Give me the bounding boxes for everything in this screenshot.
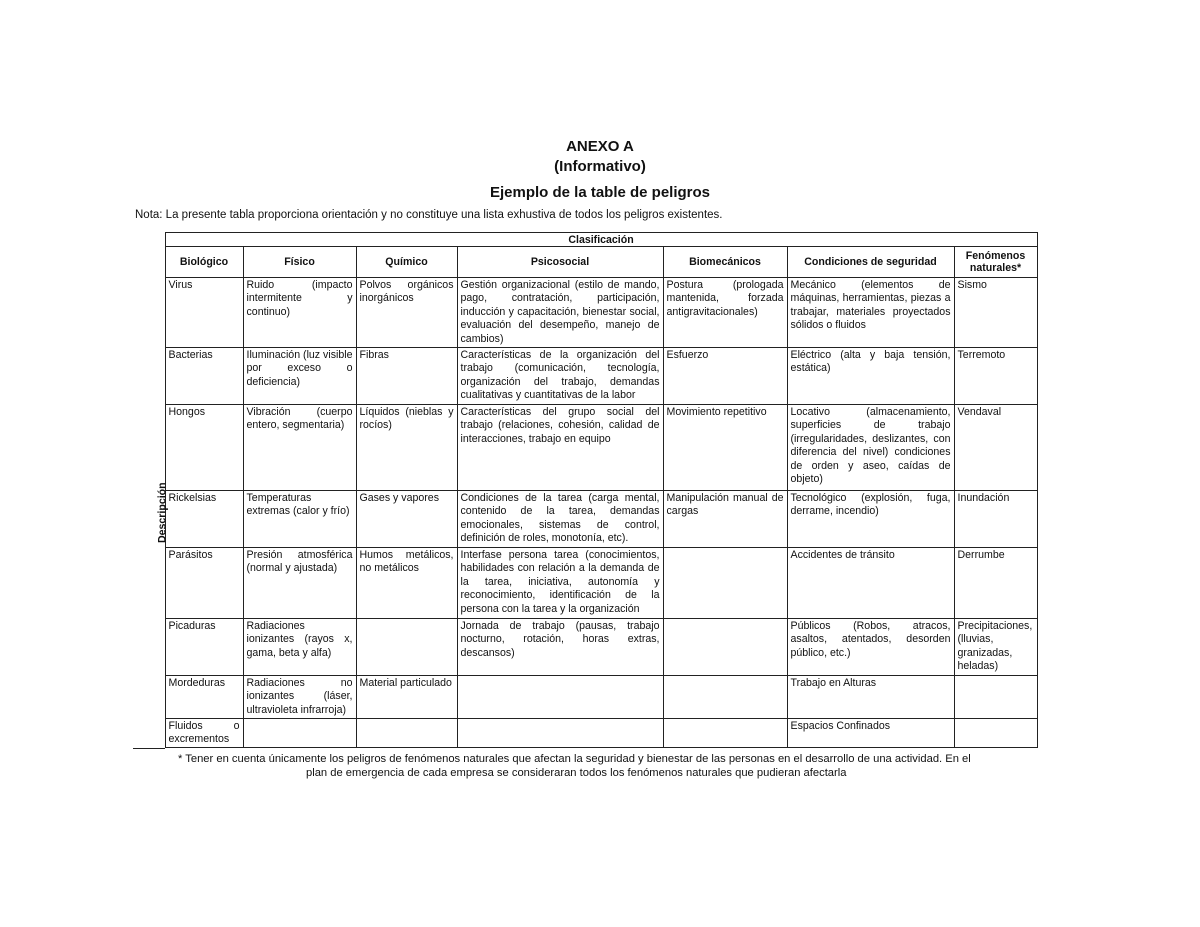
cell-psicosocial (457, 719, 663, 748)
header-biomecanicos: Biomecánicos (663, 247, 787, 278)
cell-psicosocial: Interfase persona tarea (conocimientos, habilidades con relación a la demanda de la tarea, iniciativa, autonomía y reconocimiento, identificación de la persona con la tarea y la organización (457, 548, 663, 619)
cell-seguridad: Mecánico (elementos de máquinas, herramientas, piezas a trabajar, materiales proyectados sólidos o fluidos (787, 278, 954, 348)
cell-naturales: Terremoto (954, 348, 1037, 405)
annex-title: ANEXO A (566, 138, 634, 155)
cell-biologico: Rickelsias (165, 491, 243, 548)
cell-fisico: Vibración (cuerpo entero, segmentaria) (243, 405, 356, 491)
cell-seguridad: Locativo (almacenamiento, superficies de trabajo (irregularidades, deslizantes, con diferencia del nivel) condiciones de orden y aseo, caídas de objeto) (787, 405, 954, 491)
cell-naturales: Sismo (954, 278, 1037, 348)
cell-quimico: Material particulado (356, 676, 457, 719)
cell-biologico: Fluidos o excrementos (165, 719, 243, 748)
cell-fisico: Ruido (impacto intermitente y continuo) (243, 278, 356, 348)
cell-biomecanicos (663, 619, 787, 676)
header-biologico: Biológico (165, 247, 243, 278)
cell-seguridad: Eléctrico (alta y baja tensión, estática) (787, 348, 954, 405)
cell-fisico: Temperaturas extremas (calor y frío) (243, 491, 356, 548)
cell-naturales (954, 719, 1037, 748)
footnote (178, 752, 1008, 780)
cell-quimico (356, 719, 457, 748)
table-row (133, 676, 1037, 719)
cell-quimico: Polvos orgánicos inorgánicos (356, 278, 457, 348)
cell-psicosocial: Características de la organización del trabajo (comunicación, tecnología, organización del trabajo, demandas cualitativas y cuantitativas de la labor (457, 348, 663, 405)
table-row (133, 278, 1037, 348)
cell-quimico: Fibras (356, 348, 457, 405)
cell-fisico (243, 719, 356, 748)
cell-psicosocial: Gestión organizacional (estilo de mando, pago, contratación, participación, inducción y capacitación, bienestar social, evaluación del desempeño, manejo de cambios) (457, 278, 663, 348)
hazards-table (133, 232, 1038, 748)
cell-biomecanicos (663, 548, 787, 619)
cell-biomecanicos (663, 676, 787, 719)
cell-psicosocial: Condiciones de la tarea (carga mental, contenido de la tarea, demandas emocionales, sistemas de control, definición de roles, monotonía, etc). (457, 491, 663, 548)
cell-naturales: Precipitaciones, (lluvias, granizadas, heladas) (954, 619, 1037, 676)
cell-biologico: Virus (165, 278, 243, 348)
header-psicosocial: Psicosocial (457, 247, 663, 278)
cell-biologico: Parásitos (165, 548, 243, 619)
cell-seguridad: Públicos (Robos, atracos, asaltos, atentados, desorden público, etc.) (787, 619, 954, 676)
table-heading: Ejemplo de la table de peligros (489, 184, 711, 201)
header-fisico: Físico (243, 247, 356, 278)
header-seguridad: Condiciones de seguridad (787, 247, 954, 278)
cell-biomecanicos: Postura (prologada mantenida, forzada antigravitacionales) (663, 278, 787, 348)
cell-biomecanicos (663, 719, 787, 748)
cell-biologico: Picaduras (165, 619, 243, 676)
header-naturales: Fenómenos naturales* (954, 247, 1037, 278)
table-corner (133, 233, 165, 247)
cell-biomecanicos: Manipulación manual de cargas (663, 491, 787, 548)
cell-quimico (356, 619, 457, 676)
cell-biomecanicos: Movimiento repetitivo (663, 405, 787, 491)
table-row (133, 405, 1037, 491)
table-row (133, 619, 1037, 676)
cell-naturales: Inundación (954, 491, 1037, 548)
cell-naturales: Vendaval (954, 405, 1037, 491)
cell-psicosocial: Jornada de trabajo (pausas, trabajo nocturno, rotación, horas extras, descansos) (457, 619, 663, 676)
cell-psicosocial (457, 676, 663, 719)
description-side-label (133, 278, 169, 748)
cell-psicosocial: Características del grupo social del trabajo (relaciones, cohesión, calidad de interacciones, trabajo en equipo (457, 405, 663, 491)
cell-seguridad: Tecnológico (explosión, fuga, derrame, incendio) (787, 491, 954, 548)
footnote-line-2: plan de emergencia de cada empresa se consideraran todos los fenómenos naturales que pudieran afectarla (306, 767, 847, 779)
cell-biologico: Hongos (165, 405, 243, 491)
footnote-line-1: * Tener en cuenta únicamente los peligros de fenómenos naturales que afectan la seguridad y bienestar de las personas en el desarrollo de una actividad. En el (178, 753, 971, 765)
annex-subtitle: (Informativo) (554, 158, 646, 175)
cell-fisico: Iluminación (luz visible por exceso o deficiencia) (243, 348, 356, 405)
header-quimico: Químico (356, 247, 457, 278)
cell-naturales: Derrumbe (954, 548, 1037, 619)
classification-header: Clasificación (165, 233, 1037, 247)
cell-naturales (954, 676, 1037, 719)
cell-biomecanicos: Esfuerzo (663, 348, 787, 405)
cell-quimico: Humos metálicos, no metálicos (356, 548, 457, 619)
table-row (133, 491, 1037, 548)
cell-quimico: Gases y vapores (356, 491, 457, 548)
cell-quimico: Líquidos (nieblas y rocíos) (356, 405, 457, 491)
cell-biologico: Bacterias (165, 348, 243, 405)
cell-fisico: Presión atmosférica (normal y ajustada) (243, 548, 356, 619)
cell-fisico: Radiaciones no ionizantes (láser, ultravioleta infrarroja) (243, 676, 356, 719)
cell-biologico: Mordeduras (165, 676, 243, 719)
cell-seguridad: Accidentes de tránsito (787, 548, 954, 619)
cell-fisico: Radiaciones ionizantes (rayos x, gama, beta y alfa) (243, 619, 356, 676)
cell-seguridad: Trabajo en Alturas (787, 676, 954, 719)
cell-seguridad: Espacios Confinados (787, 719, 954, 748)
table-row (133, 719, 1037, 748)
table-corner-2 (133, 247, 165, 278)
description-label: Descripción (156, 482, 169, 543)
side-bottom-rule (133, 748, 165, 749)
table-note: Nota: La presente tabla proporciona orientación y no constituye una lista exhustiva de todos los peligros existentes. (135, 209, 723, 221)
table-row (133, 348, 1037, 405)
table-row (133, 548, 1037, 619)
